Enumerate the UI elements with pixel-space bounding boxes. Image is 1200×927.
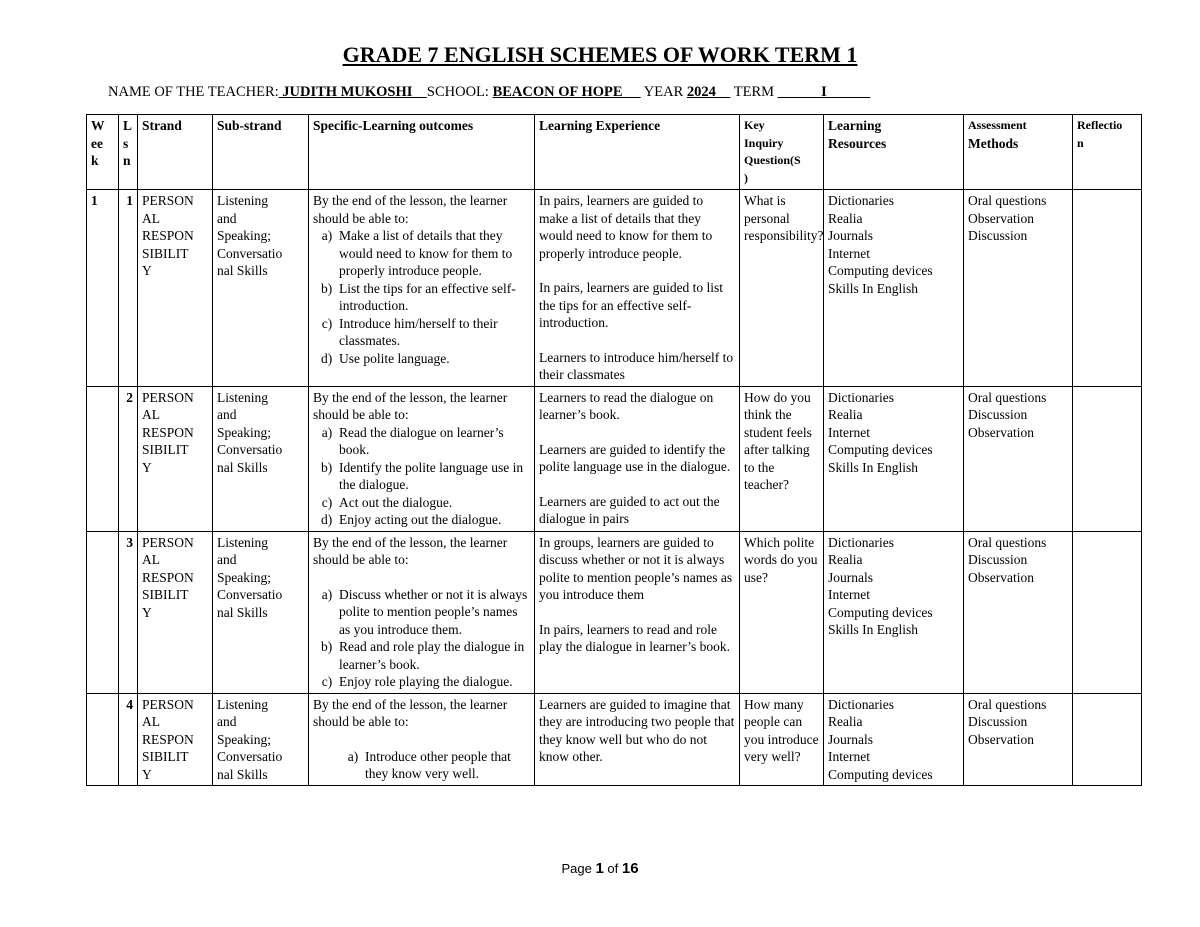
key-question-cell: How many people can you introduce very well?: [740, 693, 824, 786]
experience-item: In groups, learners are guided to discuss whether or not it is always polite to mention people’s names as you introduce them: [539, 534, 733, 602]
list-item: a. Discuss whether or not it is always polite to mention people’s names as you introduce them.: [339, 586, 530, 639]
header-substrand: Sub-strand: [213, 115, 309, 190]
experience-cell: [535, 531, 740, 693]
page-total: 16: [621, 860, 639, 877]
outcomes-cell: [309, 693, 535, 786]
table-row: [87, 531, 1142, 693]
reflection-cell: [1073, 693, 1142, 786]
table-row: [87, 190, 1142, 387]
reflection-cell: [1073, 190, 1142, 387]
teacher-name-field: [279, 84, 427, 100]
lesson-cell: 4: [119, 693, 138, 786]
outcomes-intro: By the end of the lesson, the learner should be able to:: [313, 389, 508, 422]
list-item: d. Enjoy acting out the dialogue.: [339, 511, 530, 529]
resource-item: Skills In English: [828, 280, 919, 296]
resource-item: Dictionaries: [828, 534, 894, 550]
strand-cell: PERSON AL RESPON SIBILIT Y: [138, 190, 213, 387]
experience-item: In pairs, learners are guided to make a list of details that they would need to know for them to properly introduce people.: [539, 193, 713, 261]
page-label: Page: [561, 861, 596, 876]
header-key-question: Key Inquiry Question(S ): [740, 115, 824, 190]
list-item: c. Act out the dialogue.: [339, 494, 530, 512]
of-label: of: [603, 861, 622, 876]
outcomes-cell: [309, 190, 535, 387]
key-question-cell: What is personal responsibility?: [740, 190, 824, 387]
resource-item: Computing devices: [828, 604, 933, 620]
reflection-cell: [1073, 386, 1142, 531]
resource-item: Journals: [828, 228, 873, 243]
resource-item: Computing devices: [828, 442, 933, 457]
list-item: a. Read the dialogue on learner’s book.: [339, 424, 530, 459]
assessment-item: Observation: [968, 424, 1034, 440]
header-strand: Strand: [138, 115, 213, 190]
resource-item: Skills In English: [828, 459, 919, 475]
assessment-item: Discussion: [968, 552, 1028, 567]
experience-item: Learners to introduce him/herself to their classmates: [539, 349, 734, 382]
experience-item: In pairs, learners to read and role play the dialogue in learner’s book.: [539, 621, 730, 654]
lesson-cell: 1: [119, 190, 138, 387]
substrand-cell: Listening and Speaking; Conversatio nal Skills: [213, 531, 309, 693]
header-assessment: Assessment Methods: [964, 115, 1073, 190]
experience-item: Learners to read the dialogue on learner’s book.: [539, 389, 714, 422]
teacher-info-line: [108, 84, 870, 101]
key-question-cell: How do you think the student feels after talking to the teacher?: [740, 386, 824, 531]
assessment-item: Discussion: [968, 407, 1028, 422]
year-field: [687, 84, 731, 100]
outcomes-intro: By the end of the lesson, the learner should be able to:: [313, 534, 508, 567]
resource-item: Internet: [828, 424, 870, 440]
assessment-item: Discussion: [968, 228, 1028, 243]
list-item: b. Read and role play the dialogue in learner’s book.: [339, 638, 530, 673]
school-field: [493, 84, 641, 100]
resources-cell: [824, 386, 964, 531]
header-outcomes: Specific-Learning outcomes: [309, 115, 535, 190]
resource-item: Realia: [828, 552, 863, 567]
experience-item: Learners are guided to identify the polite language use in the dialogue.: [539, 441, 731, 474]
resource-item: Internet: [828, 587, 870, 602]
lesson-cell: 2: [119, 386, 138, 531]
outcomes-list: [313, 227, 530, 367]
term-field: [778, 84, 871, 100]
resource-item: Journals: [828, 731, 873, 747]
experience-cell: [535, 190, 740, 387]
assessment-item: Oral questions: [968, 534, 1047, 550]
header-reflection: Reflectio n: [1073, 115, 1142, 190]
assessment-item: Oral questions: [968, 389, 1047, 405]
outcomes-cell: [309, 386, 535, 531]
table-row: [87, 693, 1142, 786]
substrand-cell: Listening and Speaking; Conversatio nal Skills: [213, 386, 309, 531]
experience-cell: [535, 386, 740, 531]
resource-item: Dictionaries: [828, 389, 894, 405]
week-cell: [87, 531, 119, 693]
resource-item: Internet: [828, 749, 870, 764]
lesson-cell: 3: [119, 531, 138, 693]
year-value: 2024: [686, 84, 716, 100]
table-row: [87, 386, 1142, 531]
outcomes-list: [313, 424, 530, 529]
week-cell: [87, 386, 119, 531]
assessment-item: Oral questions: [968, 193, 1047, 208]
resource-item: Computing devices: [828, 766, 933, 782]
strand-cell: PERSON AL RESPON SIBILIT Y: [138, 693, 213, 786]
outcomes-intro: By the end of the lesson, the learner should be able to:: [313, 696, 508, 729]
assessment-item: Discussion: [968, 714, 1028, 729]
outcomes-cell: [309, 531, 535, 693]
resource-item: Realia: [828, 714, 863, 729]
outcomes-intro: By the end of the lesson, the learner should be able to:: [313, 193, 508, 226]
scheme-of-work-table: [86, 114, 1142, 786]
week-cell: 1: [87, 190, 119, 387]
assessment-item: Observation: [968, 569, 1034, 585]
experience-item: Learners are guided to act out the dialogue in pairs: [539, 493, 720, 526]
experience-item: In pairs, learners are guided to list the tips for an effective self-introduction.: [539, 280, 724, 330]
list-item: c. Enjoy role playing the dialogue.: [339, 673, 530, 691]
header-experience: Learning Experience: [535, 115, 740, 190]
list-item: a. Make a list of details that they would need to know for them to properly introduce people.: [339, 227, 530, 280]
resource-item: Dictionaries: [828, 696, 894, 712]
header-resources: Learning Resources: [824, 115, 964, 190]
assessment-item: Observation: [968, 210, 1034, 226]
experience-cell: [535, 693, 740, 786]
list-item: d. Use polite language.: [339, 350, 530, 368]
outcomes-list: [313, 586, 530, 691]
term-value: I: [821, 84, 827, 100]
week-cell: [87, 693, 119, 786]
resource-item: Computing devices: [828, 263, 933, 278]
list-item: c. Introduce him/herself to their classmates.: [339, 315, 530, 350]
resource-item: Journals: [828, 569, 873, 585]
assessment-item: Oral questions: [968, 696, 1047, 712]
reflection-cell: [1073, 531, 1142, 693]
assessment-cell: [964, 386, 1073, 531]
resource-item: Realia: [828, 210, 863, 226]
resources-cell: [824, 693, 964, 786]
page-number: 1: [595, 860, 604, 877]
list-item: b. Identify the polite language use in the dialogue.: [339, 459, 530, 494]
resource-item: Internet: [828, 245, 870, 261]
assessment-cell: [964, 190, 1073, 387]
strand-cell: PERSON AL RESPON SIBILIT Y: [138, 531, 213, 693]
term-label: TERM: [730, 84, 778, 100]
assessment-cell: [964, 531, 1073, 693]
outcomes-list: [313, 748, 530, 783]
year-label: YEAR: [640, 84, 687, 100]
document-title: GRADE 7 ENGLISH SCHEMES OF WORK TERM 1: [342, 42, 858, 67]
list-item: b. List the tips for an effective self-introduction.: [339, 280, 530, 315]
resource-item: Dictionaries: [828, 193, 894, 208]
table-header-row: [87, 115, 1142, 190]
school-name: BEACON OF HOPE: [492, 84, 623, 100]
header-week: W ee k: [87, 115, 119, 190]
strand-cell: PERSON AL RESPON SIBILIT Y: [138, 386, 213, 531]
header-lesson: L s n: [119, 115, 138, 190]
resources-cell: [824, 531, 964, 693]
school-label: SCHOOL:: [426, 84, 493, 100]
teacher-name: JUDITH MUKOSHI: [282, 84, 413, 100]
page-footer: [0, 860, 1200, 877]
resource-item: Skills In English: [828, 622, 919, 637]
list-item: a. Introduce other people that they know very well.: [365, 748, 530, 783]
substrand-cell: Listening and Speaking; Conversatio nal Skills: [213, 693, 309, 786]
key-question-cell: Which polite words do you use?: [740, 531, 824, 693]
experience-item: Learners are guided to imagine that they are introducing two people that they know well but who do not know other.: [539, 696, 735, 764]
resource-item: Realia: [828, 407, 863, 422]
substrand-cell: Listening and Speaking; Conversatio nal Skills: [213, 190, 309, 387]
resources-cell: [824, 190, 964, 387]
assessment-item: Observation: [968, 731, 1034, 747]
teacher-label: NAME OF THE TEACHER:: [108, 84, 279, 100]
assessment-cell: [964, 693, 1073, 786]
